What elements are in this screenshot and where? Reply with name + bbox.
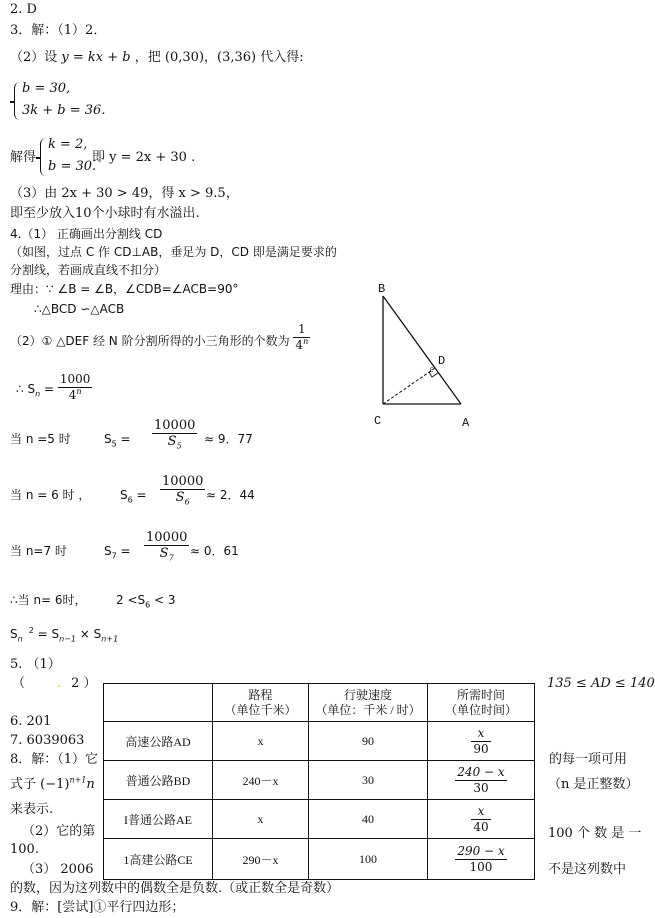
conclusion-inequality: $2 <S_6 < 3$ [116,593,176,610]
recurrence-relation: $S_n^2 = S_{n-1} \times S_{n+1}$ [10,626,119,644]
route-name: 普通公路BD [104,761,213,800]
case-n6-label: 当 n = 6 时 ， [10,488,91,502]
q5-title: 5. （1） [10,657,61,672]
altitude-cd [383,368,435,404]
q4-reason: 理由：∵ ∠B = ∠B，∠CDB=∠ACB=90° [10,282,239,296]
q8-line4: （2）它的第 [22,824,96,839]
sn-label: ∴ S [16,382,36,396]
route-time: $\frac{290 - x}{100}$ [428,839,535,880]
route-name: 高速公路AD [104,722,213,761]
table-header-row [104,684,535,722]
q4-part2-line [10,322,310,353]
q3-part2-suffix: 代入得: [260,50,304,65]
q8-line6: （3） 2006 [22,862,94,877]
case-n5-fraction: $\frac{10000}{S_5}$ [154,418,196,451]
label-b: B [378,282,386,296]
triangle-count-fraction [293,322,310,353]
case-n7-fraction: $\frac{10000}{S_7}$ [146,530,188,563]
case-n5-sn: $S_5$ = [104,432,131,449]
label-d: D [438,354,446,368]
q8-line1-right: 的每一项可用 [549,752,628,767]
system-brace-1 [14,82,21,120]
route-speed: 30 [309,761,428,800]
case-n7-approx: ≈ 0．61 [190,544,239,558]
q3-point-separator: ， [204,50,218,65]
q2-answer: 2. D [10,2,37,17]
system2-line2: b = 30. [48,159,97,174]
route-table [103,683,535,880]
sn-fraction [58,372,93,403]
table-row [104,800,535,839]
route-time: $\frac{x}{90}$ [428,722,535,761]
sn-numerator: 1000 [59,372,91,386]
q4-line1: 4.（1） 正确画出分割线 CD [10,227,163,241]
table-row [104,722,535,761]
q8-line6-right: 不是这列数中 [548,862,627,877]
right-triangle-figure [370,280,480,430]
q3-part3-line1: （3）由 2x + 30 > 49，得 x > 9.5， [10,186,239,201]
header-speed: 行驶速度 （单位：千米 / 时） [309,684,428,722]
system-brace-2 [40,138,47,176]
ad-range-inequality: 135 ≤ AD ≤ 140 [547,676,655,691]
case-n5-label: 当 n =5 时 [10,432,71,446]
system1-line1: b = 30, [22,81,71,96]
sn-denominator: 4$^n$ [68,387,82,402]
route-distance: 240－x [213,761,309,800]
header-time: 所需时间 （单位时间） [428,684,535,722]
q6-answer: 6. 201 [10,714,52,729]
sn-formula [16,372,92,403]
route-speed: 100 [309,839,428,880]
case-n6-fraction: $\frac{10000}{S_6}$ [162,474,204,507]
sn-subscript: n [35,389,41,399]
table-row [104,761,535,800]
q8-line3: 来表示. [10,802,54,817]
q7-answer: 7. 6039063 [10,733,85,748]
route-distance: x [213,800,309,839]
q8-line1: 8．解：（1）它 [10,752,99,767]
case-n6-approx: ≈ 2．44 [206,488,255,502]
q8-formula-line: 式子 $(-1)^{n+1}n$ [10,775,95,792]
q3-part2-line [10,50,304,66]
table-row [104,839,535,880]
case-n7-sn: $S_7$ = [104,544,131,561]
solve-label: 解得 [10,150,37,165]
q3-point-1: (0,30) [164,50,205,65]
route-time: $\frac{x}{40}$ [428,800,535,839]
q8-line5: 100. [10,842,39,857]
case-n7-label: 当 n=7 时 [10,544,67,558]
q3-part2-prefix: （2）设 [10,50,58,65]
q8-line7: 的数，因为这列数中的偶数全是负数.（或正数全是奇数） [10,881,340,896]
q5-part1-bracket: （ . 2 ） [12,676,97,691]
q4-line2: （如图，过点 C 作 CD⊥AB，垂足为 D，CD 即是满足要求的 [10,245,337,259]
route-distance: x [213,722,309,761]
q8-line4-right: 100 个 数 是 一 [548,826,642,841]
fraction-numerator: 1 [293,322,310,338]
label-a: A [462,416,470,430]
solve-result: 即 y = 2x + 30 . [92,150,196,165]
q9-line: 9．解：[尝试]①平行四边形； [10,900,185,915]
header-distance: 路程 （单位千米） [213,684,309,722]
q3-part2-mid: ，把 [134,50,161,65]
q3-part3-line2: 即至少放入10个小球时有水溢出. [10,206,200,221]
route-distance: 290－x [213,839,309,880]
q3-point-2: (3,36) [217,50,257,65]
route-name: I普通公路AE [104,800,213,839]
q8-line2-right: （n 是正整数） [548,777,639,792]
system1-line2: 3k + b = 36. [22,103,106,118]
q3-title: 3．解：（1）2． [10,23,107,38]
route-time: $\frac{240 - x}{30}$ [428,761,535,800]
route-speed: 90 [309,722,428,761]
conclusion-label: ∴当 n= 6时， [10,593,87,607]
label-c: C [374,414,382,428]
route-name: 1高建公路CE [104,839,213,880]
q3-linear-function: y = kx + b [61,50,131,65]
header-empty [104,684,213,722]
system2-line1: k = 2, [48,137,88,152]
q4-part2-text: （2）① △DEF 经 N 阶分割所得的小三角形的个数为 [10,334,290,348]
label-e: E [430,367,434,374]
q4-similarity: ∴△BCD ∽△ACB [34,302,125,316]
sn-equals: = [40,382,58,396]
q4-line3: 分割线，若画成直线不扣分） [10,263,167,277]
case-n5-approx: ≈ 9．77 [204,432,253,446]
fraction-denominator: 4$^n$ [295,337,309,352]
route-speed: 40 [309,800,428,839]
hypotenuse-ab [383,296,461,404]
case-n6-sn: $S_6$ = [120,488,147,505]
